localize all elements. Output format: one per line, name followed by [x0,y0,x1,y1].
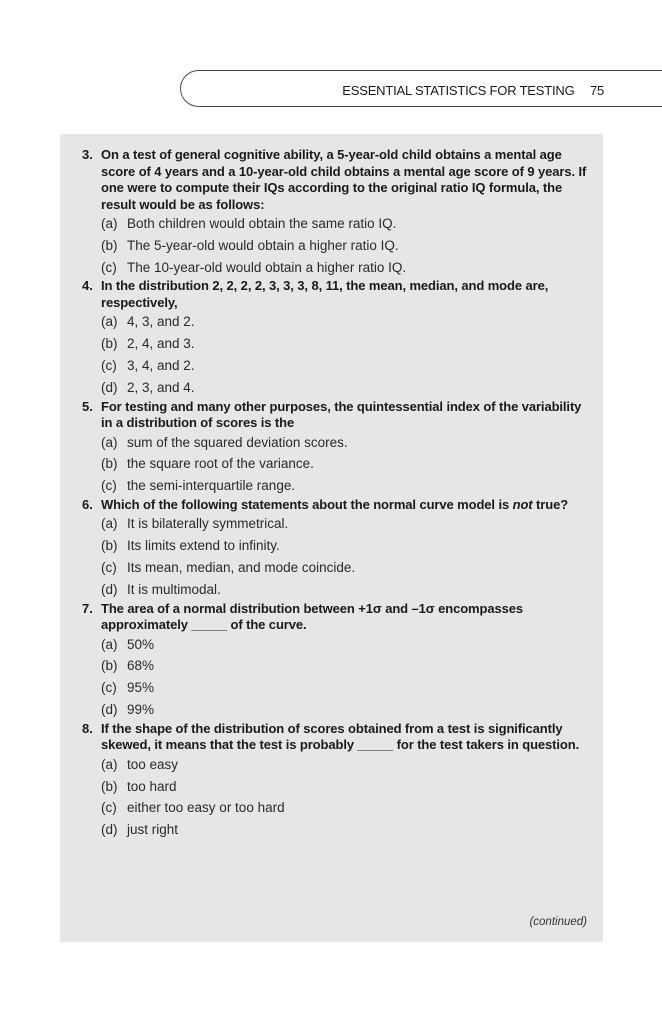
page-number: 75 [589,83,604,98]
option-label: (d) [101,379,118,395]
option-text: just right [127,822,179,838]
quiz-box [60,134,603,942]
question-list [82,147,587,841]
option-label: (a) [101,756,118,772]
option-text: too easy [127,756,179,772]
option-label: (b) [101,538,118,554]
answer-option [101,579,587,601]
option-text: 4, 3, and 2. [127,314,195,330]
option-label: (a) [101,216,118,231]
answer-option [101,634,587,656]
question-4 [82,278,587,398]
option-text: the semi-interquartile range. [127,478,296,494]
answer-option [101,677,587,699]
question-text-after: true? [532,496,569,512]
option-label: (c) [101,560,117,576]
option-label: (c) [101,680,117,696]
option-text: It is multimodal. [127,581,221,597]
option-text: too hard [127,778,177,794]
option-text: The 5-year-old would obtain a higher ratio IQ. [127,237,399,253]
answer-option [101,776,587,798]
question-7 [82,601,587,721]
running-head [342,83,604,98]
running-head-title: ESSENTIAL STATISTICS FOR TESTING [342,83,575,98]
question-text-emphasis: not [512,496,533,512]
answer-option [101,513,587,535]
answer-option [101,377,587,399]
option-label: (b) [101,336,118,352]
question-text: If the shape of the distribution of scores obtained from a test is significantly skewed, it means that the test is probably _____ for the test takers in question. [101,720,580,753]
option-label: (b) [101,778,118,794]
option-text: the square root of the variance. [127,456,314,472]
answer-option [101,797,587,819]
option-text: Both children would obtain the same ratio IQ. [127,216,397,231]
answer-option [101,557,587,579]
answer-option [101,475,587,497]
option-label: (c) [101,478,117,494]
option-label: (d) [101,822,118,838]
option-label: (b) [101,658,118,674]
answer-option [101,311,587,333]
question-3 [82,147,587,278]
question-number: 6. [82,496,93,512]
option-text: 3, 4, and 2. [127,357,195,373]
option-label: (a) [101,434,118,450]
question-number: 7. [82,600,93,616]
question-5 [82,399,587,497]
question-number: 4. [82,278,93,294]
answer-option [101,655,587,677]
question-6 [82,497,587,601]
option-label: (a) [101,516,118,532]
option-text: either too easy or too hard [127,800,285,816]
answer-option [101,235,587,257]
question-text: The area of a normal distribution between +1σ and –1σ encompasses approximately _____ of the curve. [101,600,523,633]
question-number: 3. [82,147,93,162]
option-label: (a) [101,636,118,652]
option-text: 68% [127,658,155,674]
option-label: (c) [101,357,117,373]
option-label: (d) [101,702,118,718]
answer-option [101,355,587,377]
question-text: In the distribution 2, 2, 2, 2, 3, 3, 3, 8, 11, the mean, median, and mode are, respectively, [101,278,549,310]
option-label: (c) [101,800,117,816]
option-label: (c) [101,259,117,275]
answer-option [101,535,587,557]
question-text: For testing and many other purposes, the quintessential index of the variability in a distribution of scores is the [101,398,582,431]
option-text: sum of the squared deviation scores. [127,434,348,450]
question-text: On a test of general cognitive ability, a 5-year-old child obtains a mental age score of 4 years and a 10-year-old child obtains a mental age score of 9 years. If one were to compute their IQs according to the original ratio IQ formula, the result would be as follows: [101,147,587,212]
answer-option [101,432,587,454]
question-number: 5. [82,398,93,414]
option-text: Its mean, median, and mode coincide. [127,560,356,576]
answer-option [101,699,587,721]
option-text: 2, 3, and 4. [127,379,195,395]
question-text-before: Which of the following statements about the normal curve model is [101,496,513,512]
option-text: 50% [127,636,155,652]
option-text: Its limits extend to infinity. [127,538,280,554]
answer-option [101,754,587,776]
continued-label: (continued) [529,916,587,928]
answer-option [101,453,587,475]
question-8 [82,721,587,841]
option-text: The 10-year-old would obtain a higher ratio IQ. [127,259,407,275]
answer-option [101,333,587,355]
answer-option [101,213,587,235]
option-label: (b) [101,456,118,472]
question-number: 8. [82,720,93,736]
option-text: 99% [127,702,155,718]
option-text: 2, 4, and 3. [127,336,195,352]
option-text: 95% [127,680,155,696]
option-label: (d) [101,581,118,597]
option-label: (b) [101,237,118,253]
option-label: (a) [101,314,118,330]
question-text [101,497,587,514]
answer-option [101,257,587,279]
option-text: It is bilaterally symmetrical. [127,516,289,532]
answer-option [101,819,587,841]
